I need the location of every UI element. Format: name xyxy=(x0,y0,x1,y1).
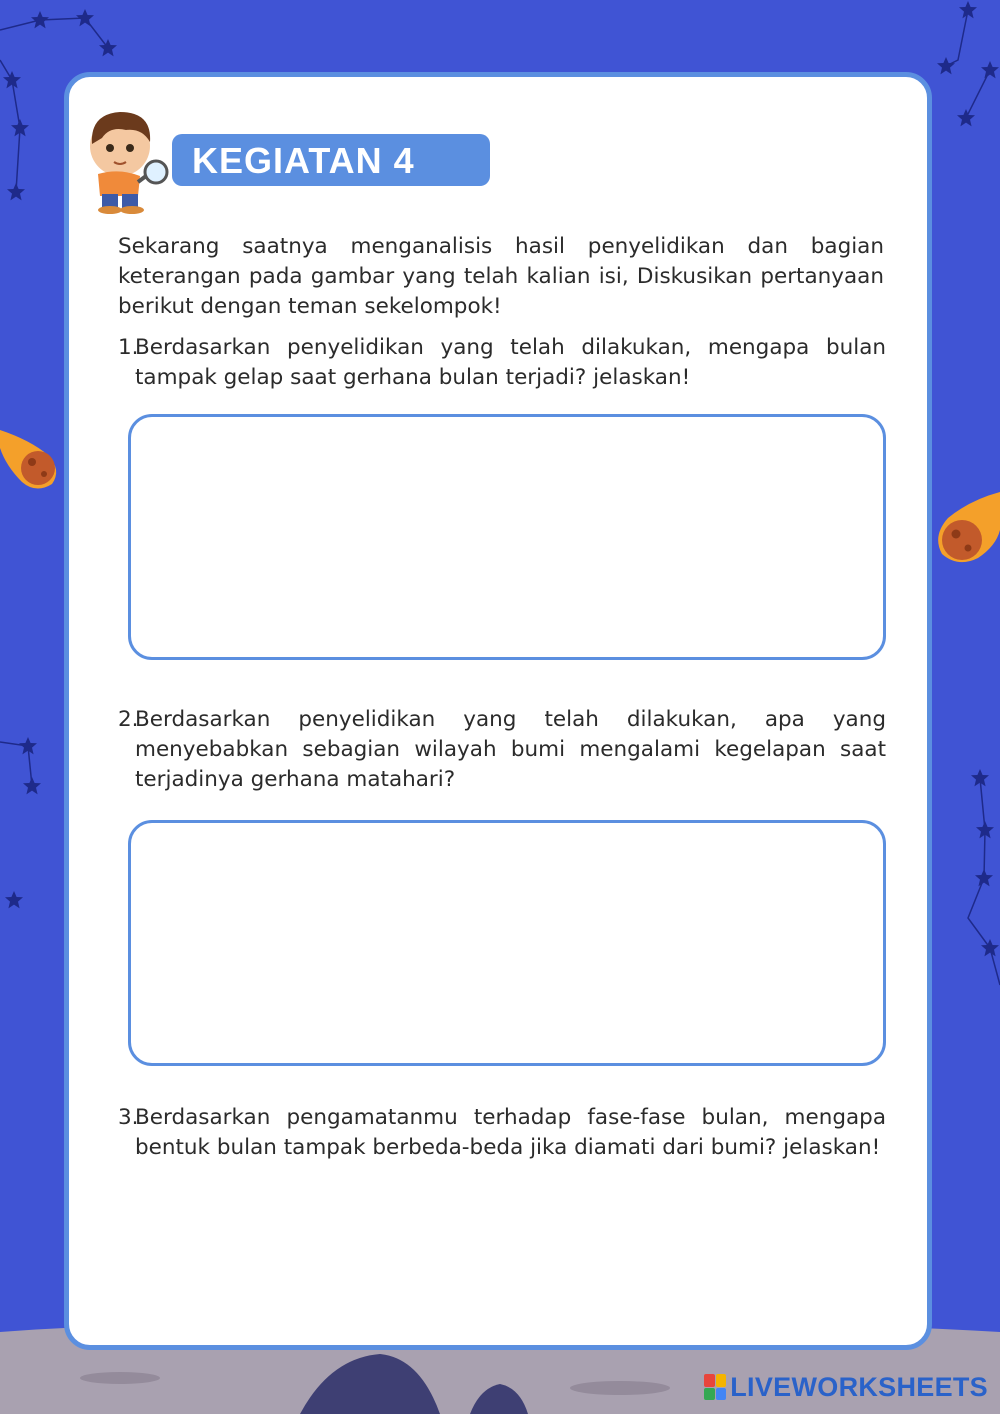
answer-box-1[interactable] xyxy=(128,414,886,660)
question-3 xyxy=(118,1103,886,1163)
question-1 xyxy=(118,333,886,393)
question-number: 2. xyxy=(118,707,139,732)
question-number: 3. xyxy=(118,1105,139,1130)
question-text: Berdasarkan pengamatanmu terhadap fase-fase bulan, mengapa bentuk bulan tampak berbeda-beda jika diamati dari bumi? jelaskan! xyxy=(135,1105,886,1160)
intro-paragraph: Sekarang saatnya menganalisis hasil penyelidikan dan bagian keterangan pada gambar yang telah kalian isi, Diskusikan pertanyaan berikut dengan teman sekelompok! xyxy=(118,234,884,319)
page-title: KEGIATAN 4 xyxy=(192,140,415,181)
meteor-icon xyxy=(938,492,1000,562)
liveworksheets-logo-icon xyxy=(704,1374,726,1400)
meteor-icon xyxy=(0,430,56,489)
magnifier-kid-icon xyxy=(80,104,180,216)
question-number: 1. xyxy=(118,335,139,360)
brand-text: LIVEWORKSHEETS xyxy=(730,1371,988,1402)
question-text: Berdasarkan penyelidikan yang telah dilakukan, apa yang menyebabkan sebagian wilayah bumi mengalami kegelapan saat terjadinya gerhana matahari? xyxy=(135,707,886,792)
liveworksheets-brand[interactable] xyxy=(704,1372,988,1402)
question-text: Berdasarkan penyelidikan yang telah dilakukan, mengapa bulan tampak gelap saat gerhana bulan terjadi? jelaskan! xyxy=(135,335,886,390)
answer-box-2[interactable] xyxy=(128,820,886,1066)
question-2 xyxy=(118,705,886,795)
